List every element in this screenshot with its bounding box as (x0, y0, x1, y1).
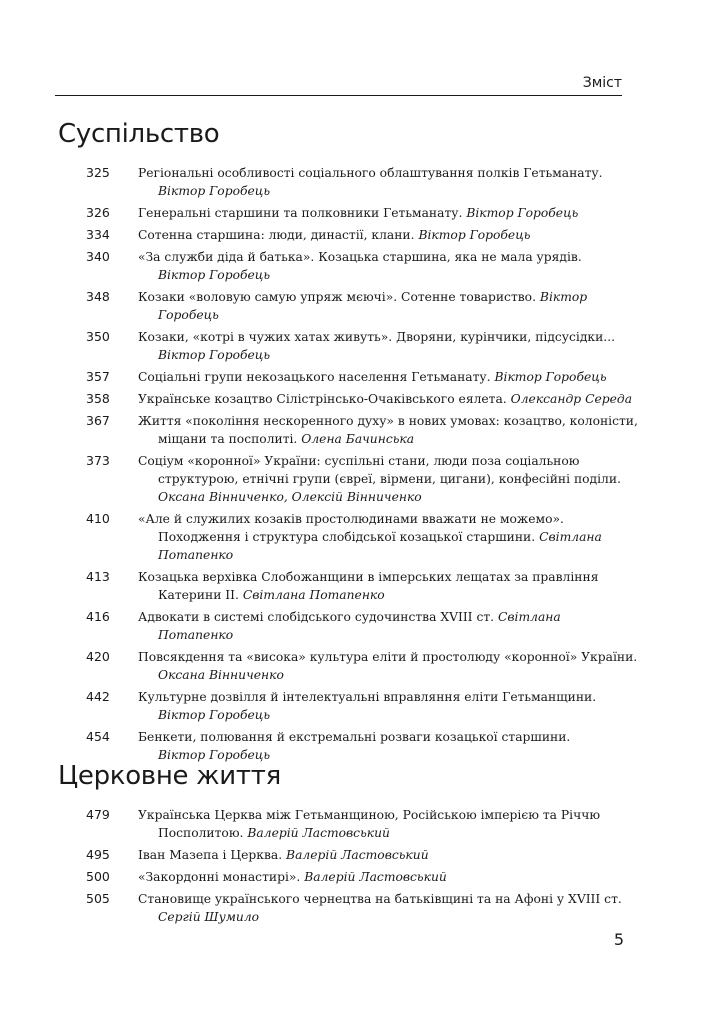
toc-entry-author: Світлана Потапенко (242, 588, 385, 602)
toc-entry[interactable] (58, 648, 638, 684)
toc-entry-body (138, 648, 638, 684)
toc-entry-title: Бенкети, полювання й екстремальні розваги козацької старшини. (138, 730, 571, 744)
toc-entry-title: Українське козацтво Сілістрінсько-Очаківського еялета. (138, 392, 507, 406)
toc-entry-title: Адвокати в системі слобідського судочинства XVIII ст. (138, 610, 495, 624)
toc-entry-title: «Але й служилих козаків простолюдинами вважати не можемо». Походження і структура слобідської козацької старшини. (138, 512, 564, 544)
toc-entry-body (138, 288, 638, 324)
toc-entry-body (138, 846, 638, 864)
toc-entry-page: 334 (86, 227, 110, 242)
toc-entry-title: Українська Церква між Гетьманщиною, Російською імперією та Річчю Посполитою. (138, 808, 601, 840)
toc-entry-author: Світлана Потапенко (158, 530, 602, 562)
toc-entry[interactable] (58, 164, 638, 200)
toc-entry[interactable] (58, 728, 638, 764)
toc-entry-title: Козацька верхівка Слобожанщини в імперських лещатах за правління Катерини ІІ. (138, 570, 599, 602)
toc-entry-title: Становище українського чернецтва на батьківщині та на Афоні у XVIII ст. (138, 892, 622, 906)
section-title: Церковне життя (58, 761, 281, 791)
toc-entry-page: 373 (86, 453, 110, 468)
toc-entry[interactable] (58, 390, 638, 408)
toc-entry-page: 357 (86, 369, 110, 384)
page-number: 5 (613, 930, 624, 949)
toc-entry-body (138, 204, 638, 222)
toc-entry-page: 495 (86, 847, 110, 862)
toc-entry[interactable] (58, 204, 638, 222)
toc-entry-title: Життя «покоління нескоренного духу» в нових умовах: козацтво, колоністи, міщани та посполиті. (138, 414, 638, 446)
toc-entry-author: Віктор Горобець (418, 228, 531, 242)
toc-entry-author: Олександр Середа (510, 392, 633, 406)
toc-entry-author: Валерій Ластовський (304, 870, 447, 884)
toc-entry-body (138, 608, 638, 644)
toc-entry-page: 350 (86, 329, 110, 344)
toc-entry-author: Оксана Вінниченко, Олексій Вінниченко (158, 490, 422, 504)
toc-entry-body (138, 452, 638, 506)
toc-entry-author: Віктор Горобець (158, 268, 271, 282)
toc-entry-page: 367 (86, 413, 110, 428)
toc-entry-author: Сергій Шумило (158, 910, 260, 924)
toc-entry-author: Олена Бачинська (301, 432, 415, 446)
toc-entry-title: Регіональні особливості соціального облаштування полків Гетьманату. (138, 166, 603, 180)
toc-entry-title: Сотенна старшина: люди, династії, клани. (138, 228, 415, 242)
toc-entry-body (138, 328, 638, 364)
toc-entry-title: Соціальні групи некозацького населення Гетьманату. (138, 370, 491, 384)
section-church-life (58, 760, 638, 930)
toc-entry-page: 416 (86, 609, 110, 624)
toc-entry-page: 479 (86, 807, 110, 822)
toc-entry-page: 454 (86, 729, 110, 744)
toc-entry-title: Соціум «коронної» України: суспільні стани, люди поза соціальною структурою, етнічні групи (євреї, вірмени, цигани), конфесійні поділи. (138, 454, 621, 486)
toc-entry-title: «За служби діда й батька». Козацька старшина, яка не мала урядів. (138, 250, 582, 264)
toc-entry-body (138, 248, 638, 284)
section-society (58, 118, 638, 768)
section-title: Суспільство (58, 119, 220, 149)
toc-entry-title: Генеральні старшини та полковники Гетьманату. (138, 206, 463, 220)
toc-entry[interactable] (58, 868, 638, 886)
toc-entry-body (138, 510, 638, 564)
toc-entry-author: Віктор Горобець (158, 748, 271, 762)
toc-entry-body (138, 728, 638, 764)
toc-entries (58, 164, 638, 764)
toc-entry-author: Світлана Потапенко (158, 610, 561, 642)
running-header: Зміст (582, 75, 622, 91)
toc-entry[interactable] (58, 328, 638, 364)
toc-entry-title: Повсякдення та «висока» культура еліти й простолюду «коронної» України. (138, 650, 638, 664)
toc-entry-body (138, 368, 638, 386)
toc-entry-body (138, 868, 638, 886)
toc-entry-page: 358 (86, 391, 110, 406)
toc-entry-page: 410 (86, 511, 110, 526)
toc-entry[interactable] (58, 688, 638, 724)
toc-entry-author: Віктор Горобець (158, 184, 271, 198)
toc-entry-author: Віктор Горобець (158, 348, 271, 362)
toc-entry-author: Оксана Вінниченко (158, 668, 284, 682)
toc-entry-page: 326 (86, 205, 110, 220)
toc-entry[interactable] (58, 890, 638, 926)
toc-entry-page: 325 (86, 165, 110, 180)
toc-entry-body (138, 806, 638, 842)
toc-entry-body (138, 226, 638, 244)
toc-entry-page: 442 (86, 689, 110, 704)
toc-entry-title: Козаки «воловую самую упряж мєючі». Сотенне товариство. (138, 290, 536, 304)
toc-entry-body (138, 688, 638, 724)
header-rule (55, 95, 622, 96)
toc-entry-title: Іван Мазепа і Церква. (138, 848, 283, 862)
toc-entry-page: 500 (86, 869, 110, 884)
toc-entry[interactable] (58, 368, 638, 386)
toc-entry-page: 348 (86, 289, 110, 304)
toc-entry-body (138, 890, 638, 926)
toc-entry-author: Валерій Ластовський (286, 848, 429, 862)
toc-entry-title: Козаки, «котрі в чужих хатах живуть». Дворяни, курінчики, підсусідки... (138, 330, 616, 344)
toc-entry[interactable] (58, 412, 638, 448)
toc-entry[interactable] (58, 510, 638, 564)
toc-entry-body (138, 164, 638, 200)
toc-entry[interactable] (58, 806, 638, 842)
toc-entry-page: 413 (86, 569, 110, 584)
toc-entry-page: 505 (86, 891, 110, 906)
toc-entry[interactable] (58, 248, 638, 284)
toc-entry-author: Віктор Горобець (466, 206, 579, 220)
toc-entry-author: Віктор Горобець (494, 370, 607, 384)
toc-entry-author: Віктор Горобець (158, 708, 271, 722)
toc-entry[interactable] (58, 608, 638, 644)
toc-entry[interactable] (58, 288, 638, 324)
toc-entry[interactable] (58, 226, 638, 244)
toc-entry[interactable] (58, 452, 638, 506)
toc-entry-author: Валерій Ластовський (247, 826, 390, 840)
toc-entry-body (138, 390, 638, 408)
toc-entry-body (138, 568, 638, 604)
toc-entry-title: Культурне дозвілля й інтелектуальні вправляння еліти Гетьманщини. (138, 690, 597, 704)
toc-entry[interactable] (58, 568, 638, 604)
toc-entry-body (138, 412, 638, 448)
toc-entry-page: 420 (86, 649, 110, 664)
toc-entry-author: Віктор Горобець (158, 290, 588, 322)
toc-entry-title: «Закордонні монастирі». (138, 870, 301, 884)
toc-entry[interactable] (58, 846, 638, 864)
toc-entries (58, 806, 638, 926)
toc-entry-page: 340 (86, 249, 110, 264)
